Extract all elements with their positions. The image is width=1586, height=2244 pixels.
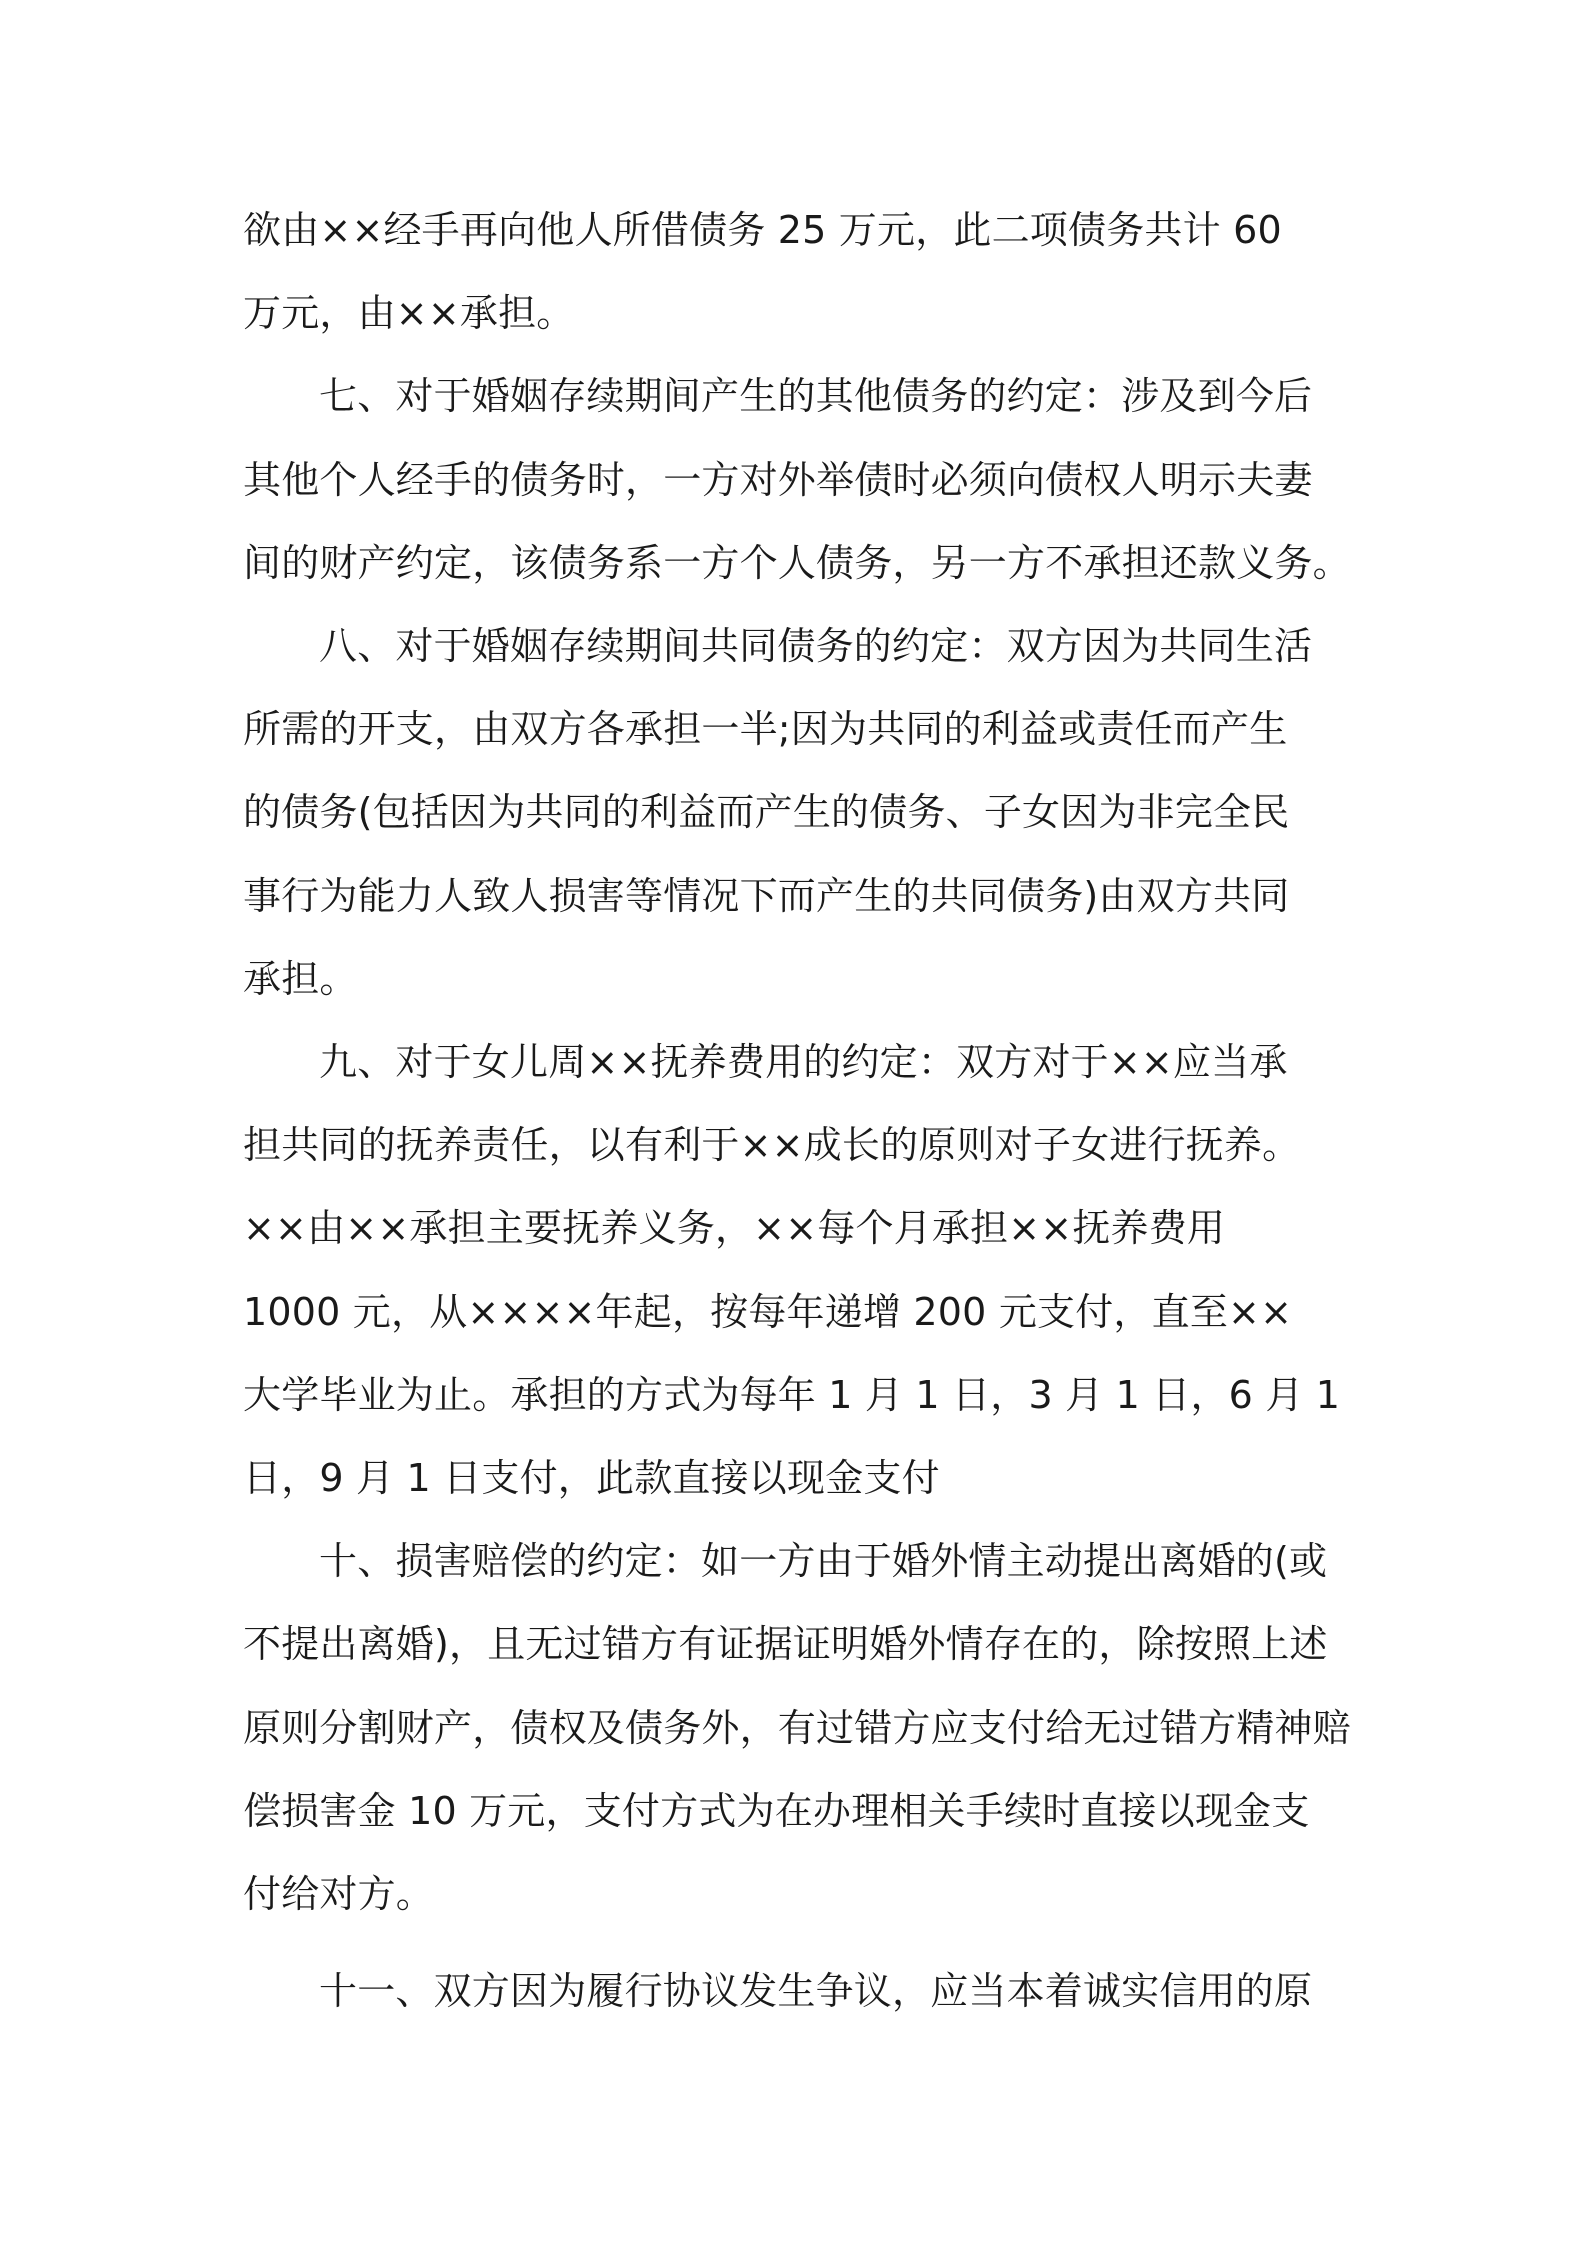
paragraph-8-start: 八、对于婚姻存续期间共同债务的约定：双方因为共同生活 — [319, 624, 1313, 668]
text-line: 担共同的抚养责任，以有利于××成长的原则对子女进行抚养。 — [243, 1123, 1301, 1167]
text-line: 万元，由××承担。 — [243, 291, 575, 335]
text-line: 其他个人经手的债务时，一方对外举债时必须向债权人明示夫妻 — [243, 458, 1313, 502]
text-line: 所需的开支，由双方各承担一半;因为共同的利益或责任而产生 — [243, 707, 1288, 751]
text-line: 付给对方。 — [243, 1872, 435, 1916]
paragraph-7-start: 七、对于婚姻存续期间产生的其他债务的约定：涉及到今后 — [319, 374, 1313, 418]
text-line: ××由××承担主要抚养义务，××每个月承担××抚养费用 — [243, 1206, 1226, 1250]
text-line: 偿损害金 10 万元，支付方式为在办理相关手续时直接以现金支 — [243, 1789, 1310, 1833]
paragraph-11-start: 十一、双方因为履行协议发生争议，应当本着诚实信用的原 — [319, 1969, 1313, 2013]
text-line: 事行为能力人致人损害等情况下而产生的共同债务)由双方共同 — [243, 874, 1290, 918]
text-line: 日，9 月 1 日支付，此款直接以现金支付 — [243, 1456, 940, 1500]
text-line: 欲由××经手再向他人所借债务 25 万元，此二项债务共计 60 — [243, 208, 1282, 252]
text-line: 的债务(包括因为共同的利益而产生的债务、子女因为非完全民 — [243, 790, 1290, 834]
paragraph-9-start: 九、对于女儿周××抚养费用的约定：双方对于××应当承 — [319, 1040, 1288, 1084]
text-line: 承担。 — [243, 957, 358, 1001]
text-line: 间的财产约定，该债务系一方个人债务，另一方不承担还款义务。 — [243, 541, 1351, 585]
text-line: 1000 元，从××××年起，按每年递增 200 元支付，直至×× — [243, 1290, 1293, 1334]
paragraph-10-start: 十、损害赔偿的约定：如一方由于婚外情主动提出离婚的(或 — [319, 1539, 1328, 1583]
text-line: 原则分割财产，债权及债务外，有过错方应支付给无过错方精神赔 — [243, 1706, 1351, 1750]
text-line: 大学毕业为止。承担的方式为每年 1 月 1 日，3 月 1 日，6 月 1 — [243, 1373, 1341, 1417]
text-line: 不提出离婚)，且无过错方有证据证明婚外情存在的，除按照上述 — [243, 1622, 1328, 1666]
